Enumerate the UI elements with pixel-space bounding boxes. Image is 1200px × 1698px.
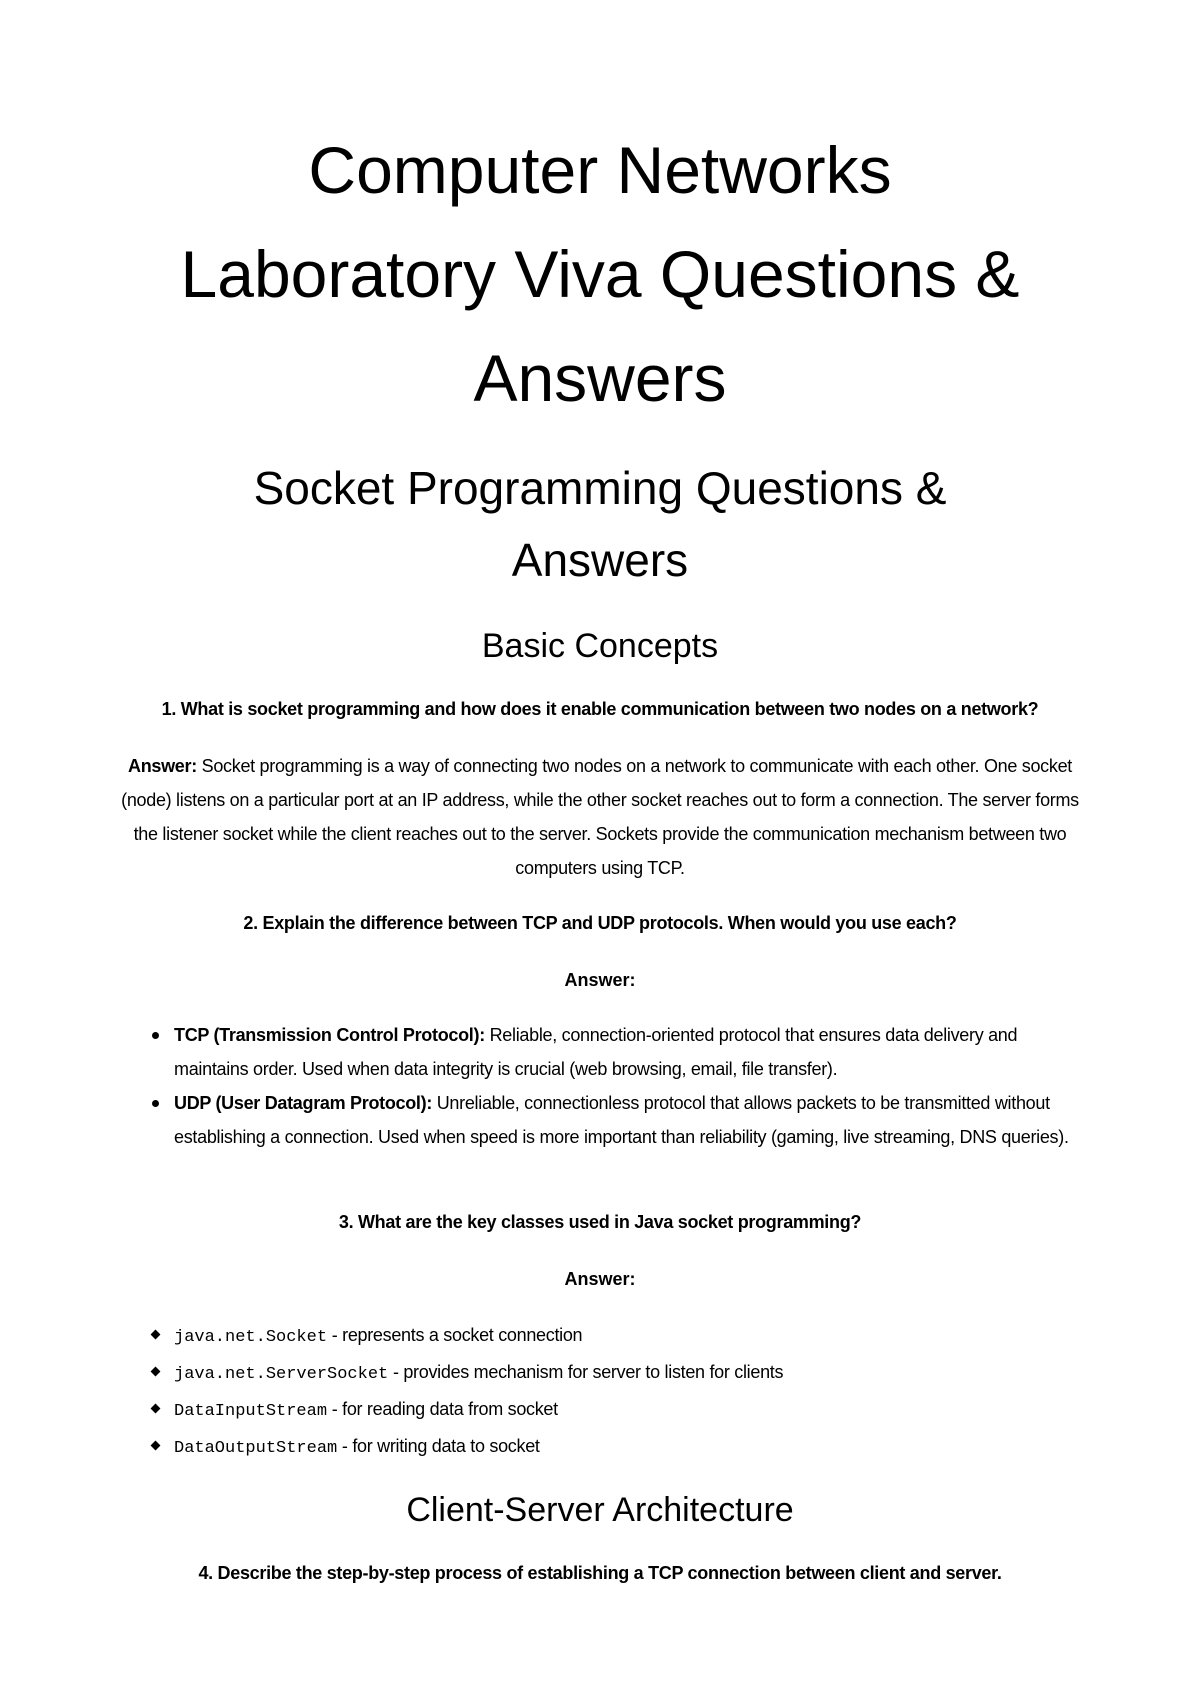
list-item [140, 1355, 1080, 1392]
section-heading-basic-concepts: Basic Concepts [481, 627, 719, 665]
bullet-icon [152, 1100, 159, 1107]
title-line-2: Laboratory Viva Questions & [180, 237, 1020, 311]
list-item-text: Unreliable, connectionless protocol that allows packets to be transmitted without establishing a connection. Used when speed is more important than reliability (gaming, live streaming, DNS queries). [174, 1093, 1069, 1147]
list-item-text: - represents a socket connection [327, 1325, 583, 1345]
title-line-3: Answers [473, 341, 727, 415]
question-3: 3. What are the key classes used in Java socket programming? [338, 1212, 862, 1232]
subtitle-line-1: Socket Programming Questions & [253, 462, 947, 514]
list-item-text: - provides mechanism for server to listen for clients [388, 1362, 784, 1382]
question-1: 1. What is socket programming and how does it enable communication between two nodes on a network? [161, 699, 1039, 719]
title-line-1: Computer Networks [308, 133, 892, 207]
list-item-text: - for writing data to socket [337, 1436, 540, 1456]
list-item [140, 1392, 1080, 1429]
diamond-bullet-icon [151, 1367, 161, 1377]
question-2: 2. Explain the difference between TCP and UDP protocols. When would you use each? [243, 913, 957, 933]
answer-1-text: Socket programming is a way of connecting two nodes on a network to communicate with each other. One socket (node) listens on a particular port at an IP address, while the other socket reaches out to form a connection. The server forms the listener socket while the client reaches out to the server. Sockets provide the communication mechanism between two computers using TCP. [121, 756, 1079, 878]
answer-1 [112, 749, 1088, 885]
answer-3-label: Answer: [564, 1269, 636, 1289]
list-item-term: TCP (Transmission Control Protocol): [174, 1025, 485, 1045]
document-title [100, 118, 1100, 430]
subtitle-line-2: Answers [511, 534, 689, 586]
diamond-bullet-icon [151, 1441, 161, 1451]
list-item-code: DataOutputStream [174, 1439, 338, 1458]
answer-3-list [140, 1318, 1080, 1466]
list-item [140, 1086, 1080, 1154]
list-item-code: java.net.Socket [174, 1328, 328, 1347]
list-item-code: java.net.ServerSocket [174, 1365, 389, 1384]
list-item [140, 1318, 1080, 1355]
list-item [140, 1018, 1080, 1086]
diamond-bullet-icon [151, 1330, 161, 1340]
answer-1-label: Answer: [128, 756, 197, 776]
section-heading-client-server: Client-Server Architecture [406, 1491, 794, 1529]
list-item [140, 1429, 1080, 1466]
answer-2-list [140, 1018, 1080, 1154]
bullet-icon [152, 1032, 159, 1039]
list-item-text: Reliable, connection-oriented protocol that ensures data delivery and maintains order. Used when data integrity is crucial (web browsing, email, file transfer). [174, 1025, 1018, 1079]
document-subtitle [150, 452, 1050, 596]
list-item-term: UDP (User Datagram Protocol): [174, 1093, 433, 1113]
list-item-code: DataInputStream [174, 1402, 328, 1421]
question-4: 4. Describe the step-by-step process of establishing a TCP connection between client and server. [198, 1563, 1002, 1583]
list-item-text: - for reading data from socket [327, 1399, 558, 1419]
answer-2-label: Answer: [564, 970, 636, 990]
diamond-bullet-icon [151, 1404, 161, 1414]
